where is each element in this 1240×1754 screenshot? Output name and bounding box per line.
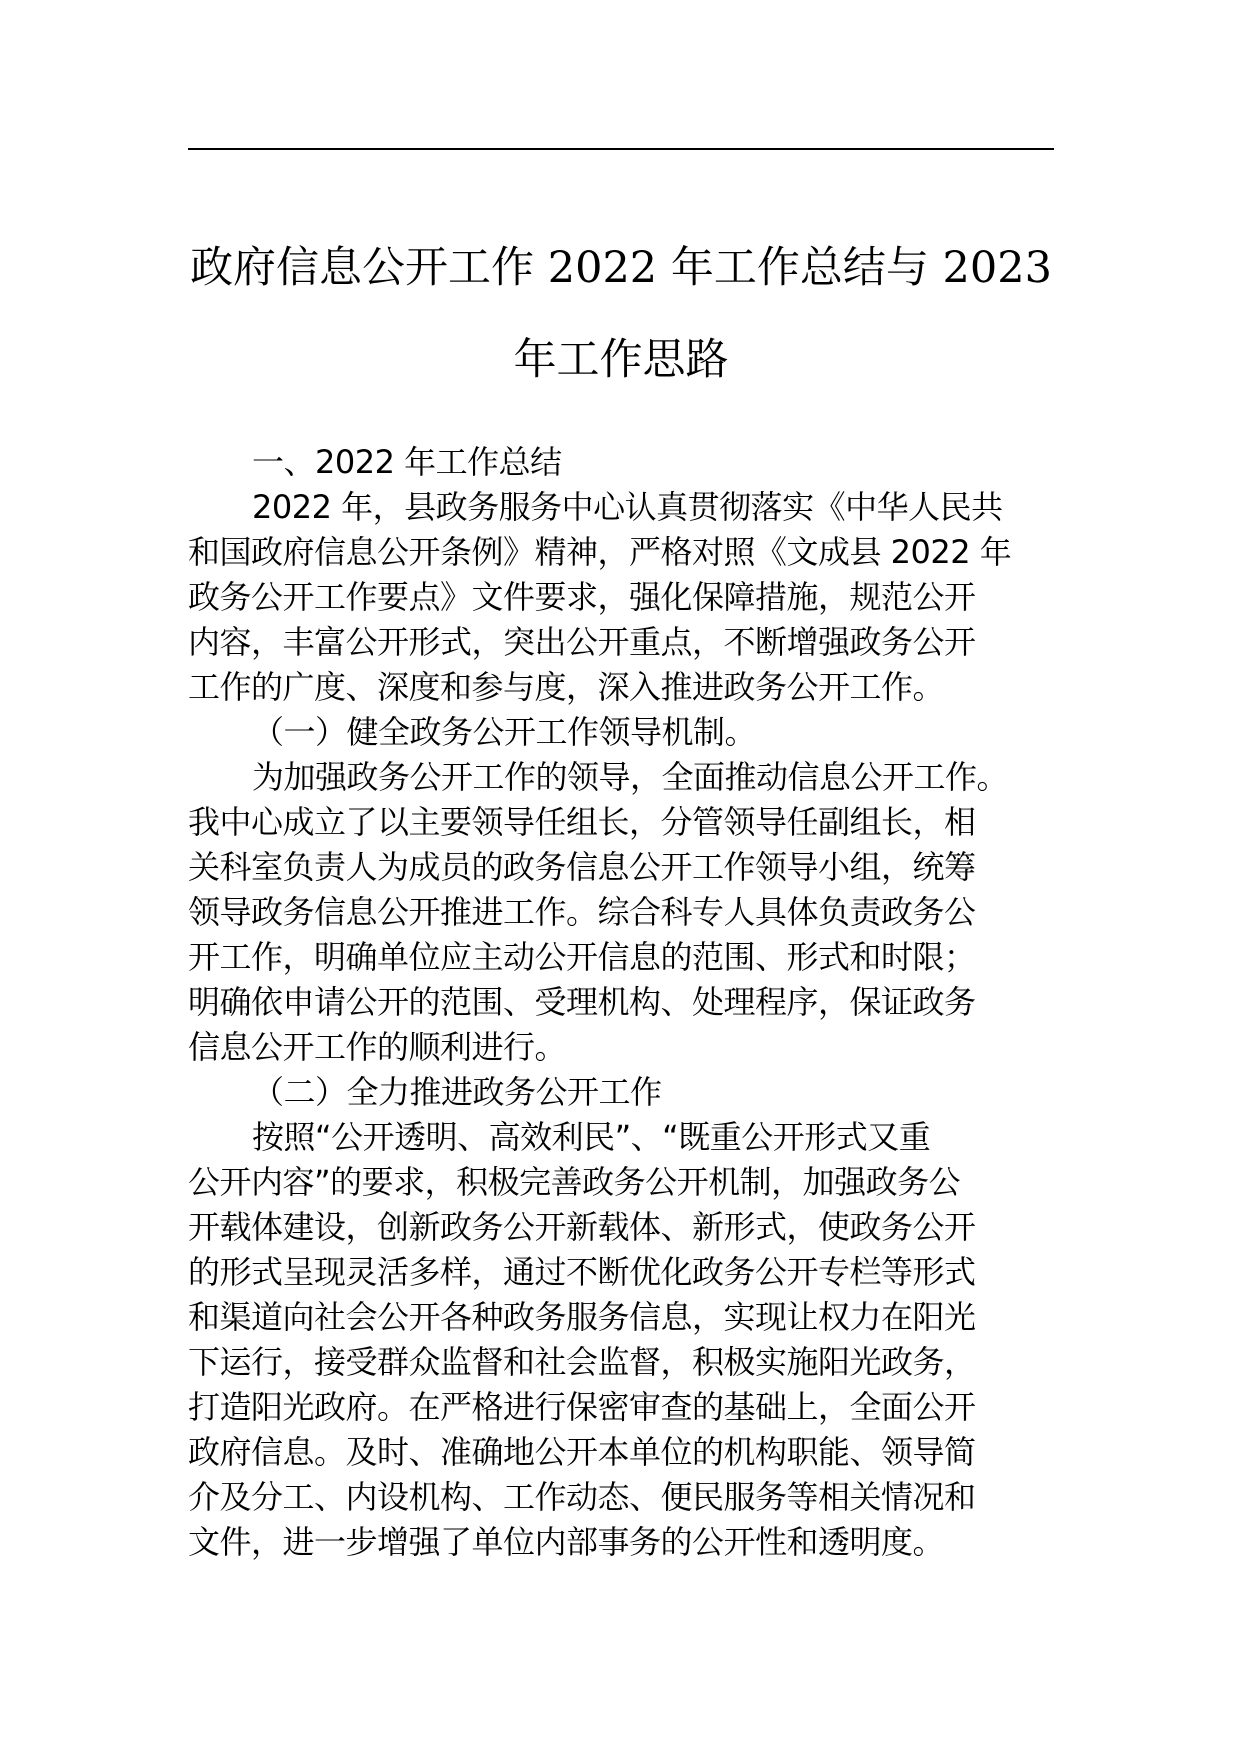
body-text-line: 文件，进一步增强了单位内部事务的公开性和透明度。	[188, 1523, 945, 1561]
body-text-line: 介及分工、内设机构、工作动态、便民服务等相关情况和	[188, 1478, 976, 1516]
body-text-line: 按照“公开透明、高效利民”、“既重公开形式又重	[252, 1118, 931, 1156]
title-line-1: 政府信息公开工作 2022 年工作总结与 2023	[190, 243, 1052, 293]
body-text-line: 信息公开工作的顺利进行。	[188, 1028, 567, 1066]
body-text-line: 政务公开工作要点》文件要求，强化保障措施，规范公开	[188, 578, 976, 616]
body-text-line: （一）健全政务公开工作领导机制。	[252, 713, 757, 751]
body-text-line: 和渠道向社会公开各种政务服务信息，实现让权力在阳光	[188, 1298, 976, 1336]
title-line-2: 年工作思路	[513, 335, 729, 385]
body-text-line: 打造阳光政府。在严格进行保密审查的基础上，全面公开	[188, 1388, 976, 1426]
body-text-line: 关科室负责人为成员的政务信息公开工作领导小组，统筹	[188, 848, 976, 886]
body-text-line: 一、2022 年工作总结	[252, 443, 562, 481]
body-text-line: 领导政务信息公开推进工作。综合科专人具体负责政务公	[188, 893, 976, 931]
body-text-line: 2022 年，县政务服务中心认真贯彻落实《中华人民共	[252, 488, 1003, 526]
document-title	[188, 222, 1054, 406]
body-text-line: 内容，丰富公开形式，突出公开重点，不断增强政务公开	[188, 623, 976, 661]
body-text-line: 工作的广度、深度和参与度，深入推进政务公开工作。	[188, 668, 945, 706]
document-body	[188, 440, 1054, 1565]
body-text-line: 开载体建设，创新政务公开新载体、新形式，使政务公开	[188, 1208, 976, 1246]
body-text-line: 我中心成立了以主要领导任组长，分管领导任副组长，相	[188, 803, 976, 841]
body-text-line: 政府信息。及时、准确地公开本单位的机构职能、领导简	[188, 1433, 976, 1471]
header-rule	[188, 148, 1054, 150]
body-text-line: 和国政府信息公开条例》精神，严格对照《文成县 2022 年	[188, 533, 1012, 571]
body-text-line: 的形式呈现灵活多样，通过不断优化政务公开专栏等形式	[188, 1253, 976, 1291]
body-text-line: 为加强政务公开工作的领导，全面推动信息公开工作。	[252, 758, 1009, 796]
body-text-line: 公开内容”的要求，积极完善政务公开机制，加强政务公	[188, 1163, 961, 1201]
body-text-line: 下运行，接受群众监督和社会监督，积极实施阳光政务，	[188, 1343, 976, 1381]
body-text-line: 开工作，明确单位应主动公开信息的范围、形式和时限；	[188, 938, 976, 976]
body-text-line: 明确依申请公开的范围、受理机构、处理程序，保证政务	[188, 983, 976, 1021]
body-text-line: （二）全力推进政务公开工作	[252, 1073, 662, 1111]
